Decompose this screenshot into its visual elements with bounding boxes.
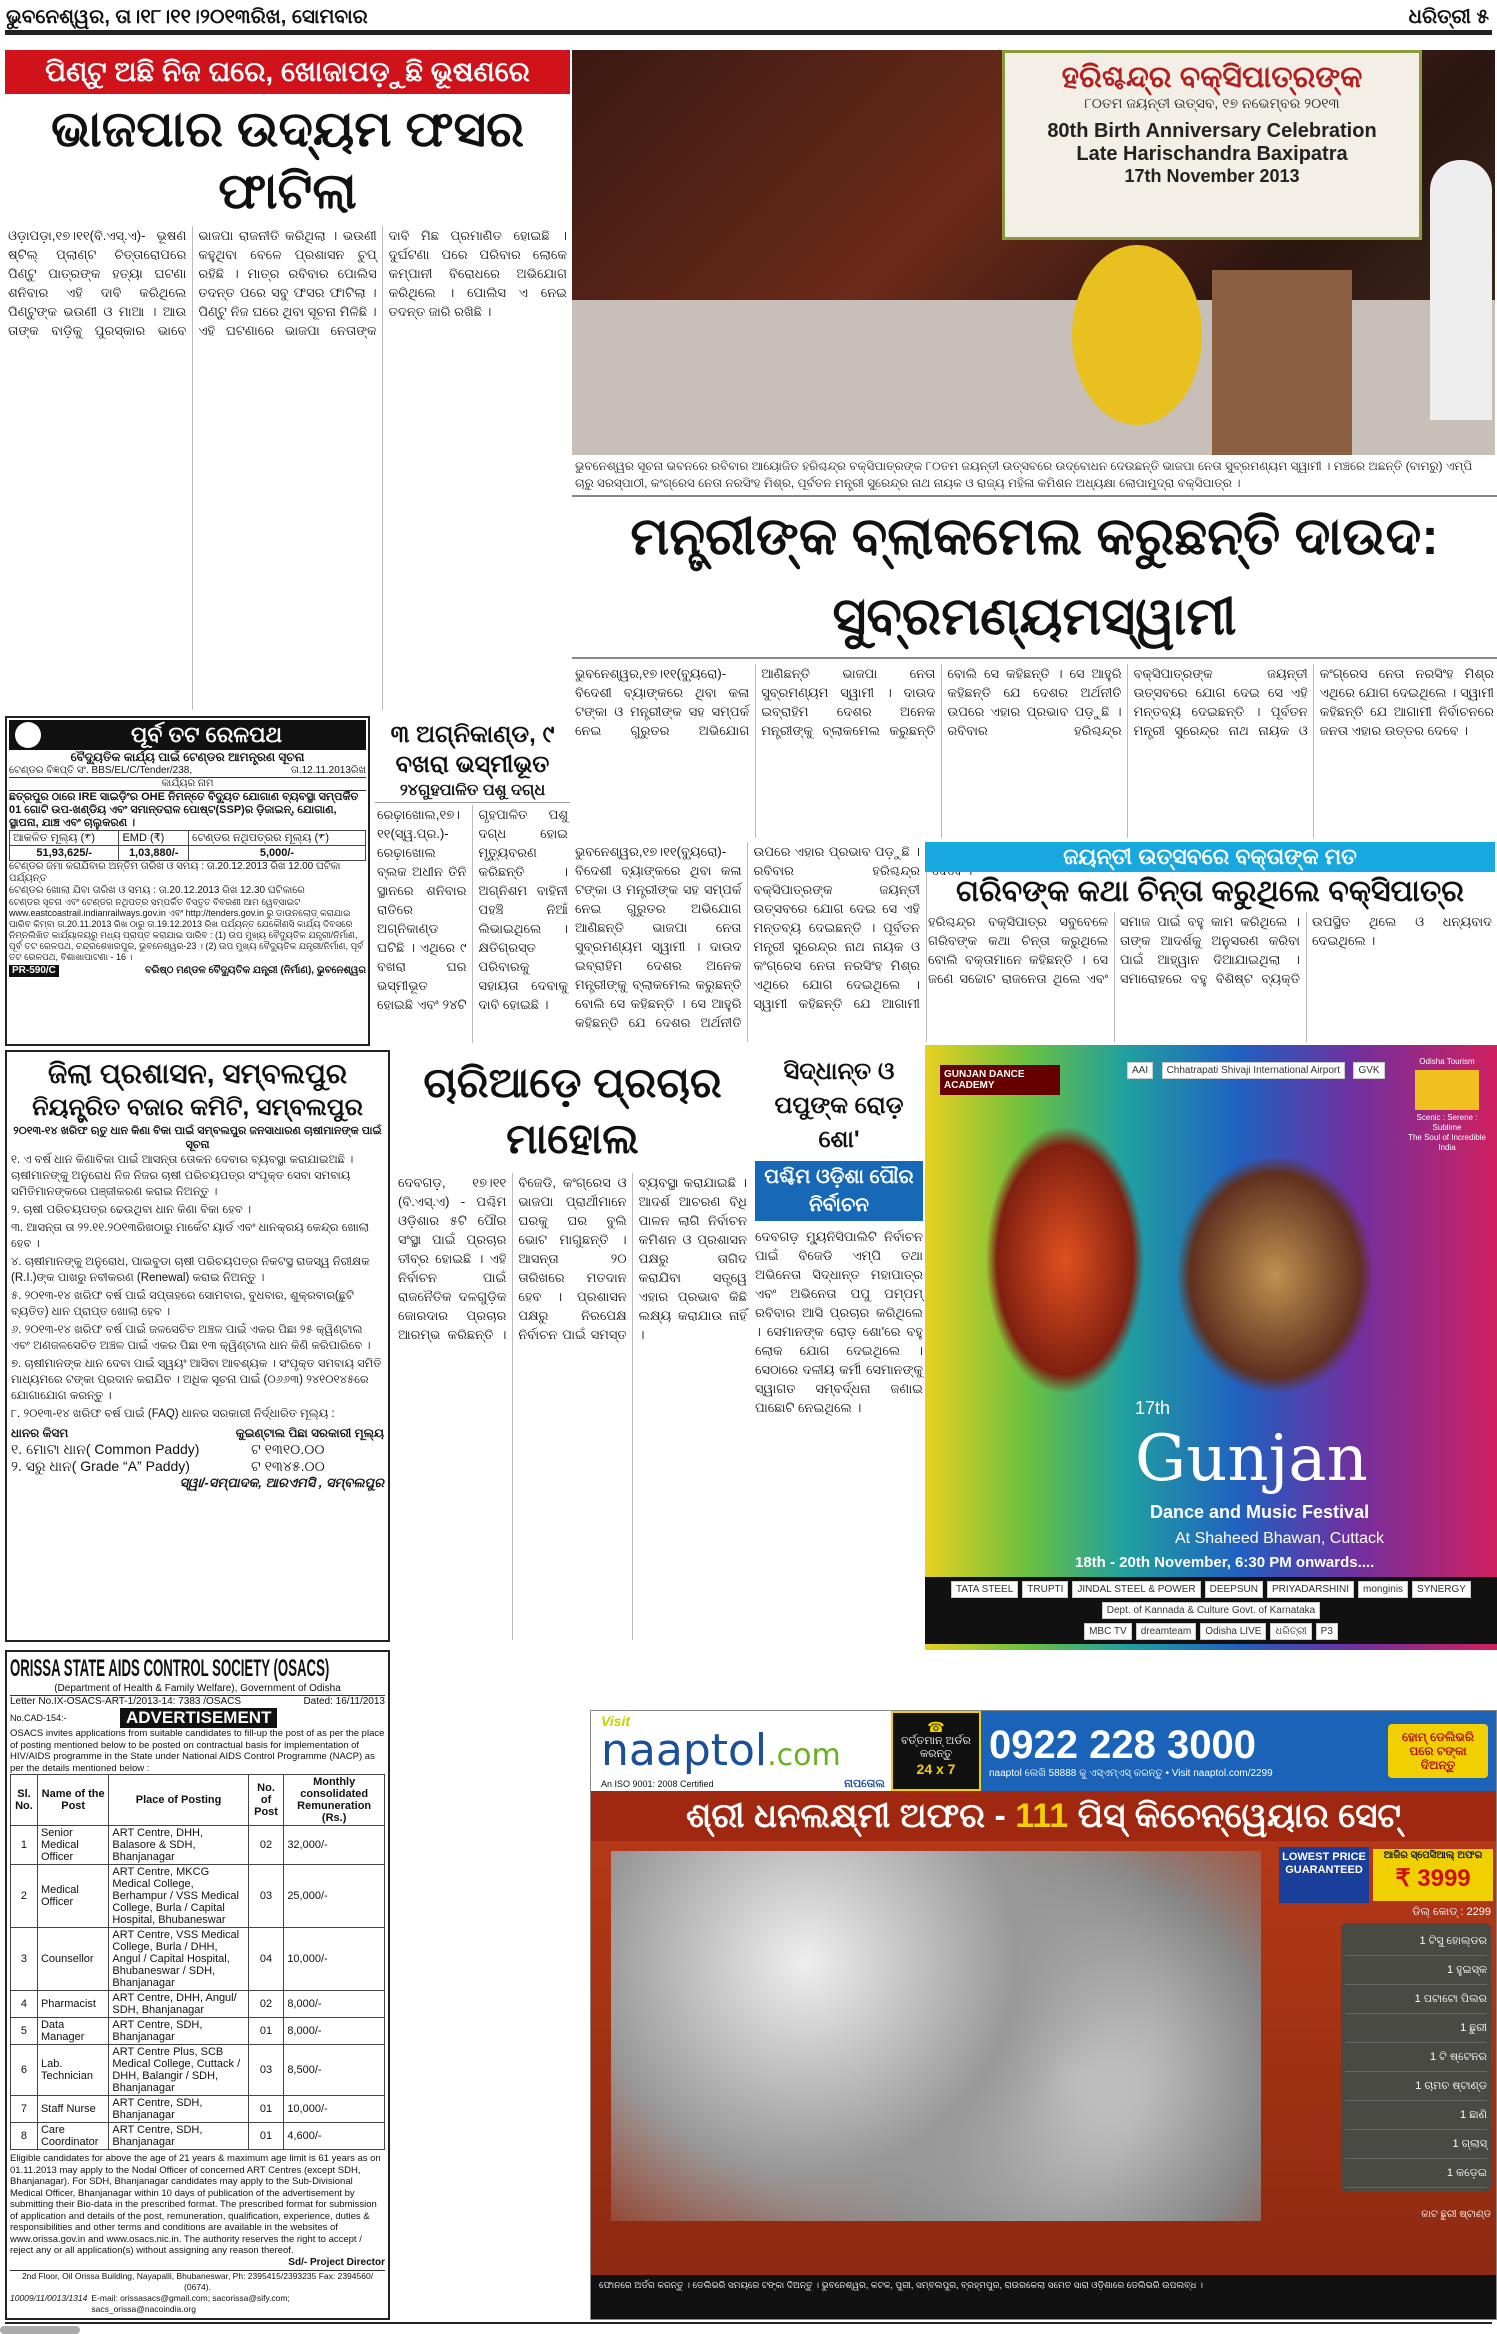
included-item: 1 ଛାଣି <box>1345 2101 1487 2130</box>
table-cell: 01 <box>248 2096 284 2123</box>
tender-details: ଟେଣ୍ଡର ସୂଚନା ଏବଂ ଟେଣ୍ଡର ନଥିପତ୍ର ସମ୍ପର୍କିତ ବିସ୍ତୃତ ବିବରଣୀ ଆମ ୱେବ୍‌ସାଇଟ www.eastcoastrail.indianrailways.gov.in ଏବଂ http://tenders.gov.in ରୁ ଡାଉନଲୋଡ୍ କରାଯାଇ ପାରିବ କିମ୍ବା ତା.20.11.2013 ରିଖ ଠାରୁ ତା.19.12.2013 ରିଖ ପର୍ଯ୍ୟନ୍ତ ଯେକୌଣସି କାର୍ଯ୍ୟ ଦିବସରେ ନିମ୍ନଲିଖିତ କାର୍ଯ୍ୟାଳୟରୁ ମଧ୍ୟ ପ୍ରାପ୍ତ କରାଯାଇ ପାରିବ : (1) ଉପ ମୁଖ୍ୟ ବୈଦ୍ୟୁତିକ ଯନ୍ତ୍ରୀ/ନିର୍ମାଣ, ପୂର୍ବ ତଟ ରେଳପଥ, ଚନ୍ଦ୍ରଶେଖରପୁର, ଭୁବନେଶ୍ୱର-23 । (2) ଉପ ମୁଖ୍ୟ ବୈଦ୍ୟୁତିକ ଯନ୍ତ୍ରୀ/ନିର୍ମାଣ, ପୂର୍ବ ତଟ ରେଳପଥ, ବିଶାଖାପାଟଣା - 16 । <box>9 897 364 962</box>
table-cell: 04 <box>248 1928 284 1991</box>
osacs-email: E-mail: orissasacs@gmail.com; sacorissa@sify.com; sacs_orissa@nacoindia.org <box>91 2293 290 2314</box>
story2-body-cont: ଭୁବନେଶ୍ୱର,୧୭।୧୧(ବ୍ୟୁରୋ)- ବିଦେଶୀ ବ୍ୟାଙ୍କରେ ଥିବା କଳା ଟଙ୍କା ଓ ମନ୍ତ୍ରୀଙ୍କ ସହ ସମ୍ପର୍କ ନେଇ ଗୁରୁତର ଅଭିଯୋଗ ଆଣିଛନ୍ତି ଭାଜପା ନେତା ସୁବ୍ରମଣ୍ୟମ ସ୍ୱାମୀ । ଦାଉଦ ଇବ୍ରାହିମ ଦେଶର ଅନେକ ମନ୍ତ୍ରୀଙ୍କୁ ବ୍ଲାକମେଲ କରୁଛନ୍ତି ବୋଲି ସେ କହିଛନ୍ତି । ସେ ଆହୁରି କହିଛନ୍ତି ଯେ ଦେଶର ଅର୍ଥନୀତି ଉପରେ ଏହାର ପ୍ରଭାବ ପଡ଼ୁଛି । ରବିବାର ହରିଶ୍ଚନ୍ଦ୍ର ବକ୍ସିପାତ୍ରଙ୍କ ଜୟନ୍ତୀ ଉତ୍ସବରେ ଯୋଗ ଦେଇ ସେ ଏହି ମନ୍ତବ୍ୟ ଦେଇଛନ୍ତି । ପୂର୍ବତନ ମନ୍ତ୍ରୀ ସୁରେନ୍ଦ୍ର ନାଥ ନାୟକ ଓ କଂଗ୍ରେସ ନେତା ନରସିଂହ ମିଶ୍ର ଏଥିରେ ଯୋଗ ଦେଇଥିଲେ । ସ୍ୱାମୀ କହିଛନ୍ତି ଯେ ଆଗାମୀ <box>575 844 920 1030</box>
photo-caption: ଭୁବନେଶ୍ୱର ସୂଚନା ଭବନରେ ରବିବାର ଆୟୋଜିତ ହରିଶ୍ଚନ୍ଦ୍ର ବକ୍ସିପାତ୍ରଙ୍କ ୮୦ତମ ଜୟନ୍ତୀ ଉତ୍ସବରେ ଉଦ୍‌ବୋଧନ ଦେଉଛନ୍ତି ଭାଜପା ନେତା ସୁବ୍ରମଣ୍ୟମ ସ୍ୱାମୀ । ମଞ୍ଚରେ ଅଛନ୍ତି (ବାମରୁ) ଏମ୍‌ପି ଚାରୁ ସରସ୍‌ପାଠୀ, କଂଗ୍ରେସ ନେତା ନରସିଂହ ମିଶ୍ର, ପୂର୍ବତନ ମନ୍ତ୍ରୀ ସୁରେନ୍ଦ୍ର ନାଥ ନାୟକ ଓ ରାଜ୍ୟ ମହିଳା କମିଶନ ଅଧ୍ୟକ୍ଷା ଲୋପାମୁଦ୍ରା ବକ୍ସିପାତ୍ର । <box>575 459 1473 490</box>
col-place: Place of Posting <box>109 1775 248 1826</box>
sponsor-logo: PRIYADARSHINI <box>1267 1581 1354 1598</box>
table-cell: Pharmacist <box>37 1991 108 2018</box>
table-cell: 10,000/- <box>284 1928 385 1991</box>
story2-headline: ମନ୍ତ୍ରୀଙ୍କ ବ୍ଲାକମେଲ କରୁଛନ୍ତି ଦାଉଦ: ସୁବ୍ରମଣ୍ୟମସ୍ୱାମୀ <box>572 495 1497 659</box>
dancer-figure <box>985 1125 1145 1395</box>
offer-price: ₹ 3999 <box>1395 1865 1471 1892</box>
media-logo: dreamteam <box>1136 1623 1197 1640</box>
banner-en2: Late Harischandra Baxipatra <box>1076 143 1348 165</box>
table-cell: 8,000/- <box>284 1991 385 2018</box>
table-cell: 32,000/- <box>284 1826 385 1865</box>
table-cell: Lab. Technician <box>37 2045 108 2096</box>
table-cell: Data Manager <box>37 2018 108 2045</box>
letter-number: Letter No.IX-OSACS-ART-1/2013-14: 7383 /OSACS <box>10 1696 242 1707</box>
included-item: 1 ଛୁରୀ <box>1345 2014 1487 2043</box>
table-cell: 4,600/- <box>284 2123 385 2150</box>
naaptol-header <box>591 1711 1496 1791</box>
footer-rule <box>5 2322 1492 2324</box>
header-rule <box>5 30 1492 35</box>
visit-label: Visit <box>601 1712 631 1729</box>
osacs-intro: OSACS invites applications from suitable candidates to fill-up the post of as per the place of posting mentioned below to be posted on contractual basis for implementation of HIV/AIDS programme in the State under National AIDS Control Programme (NACP) as per the details mentioned below : <box>10 1728 385 1774</box>
tender-value-table <box>9 830 366 861</box>
included-item: 1 ପଟାଟୋ ପିଲର <box>1345 1985 1487 2014</box>
included-item: 1 କଡ଼େଇ <box>1345 2159 1487 2188</box>
story5-sub-headline: ସିଦ୍ଧାନ୍ତ ଓ ପପୁଙ୍କ ରୋଡ଼ ଶୋ' <box>774 1058 904 1153</box>
table-cell: 6 <box>11 2045 38 2096</box>
table-row <box>11 1991 385 2018</box>
iso-label: An ISO 9001: 2008 Certified <box>601 1778 714 1789</box>
story3-headline: ୩ ଅଗ୍ନିକାଣ୍ଡ, ୯ ବଖରା ଭସ୍ମୀଭୂତ <box>390 721 555 778</box>
table-cell: ART Centre, VSS Medical College, Burla / DHH, Angul / Capital Hospital, Bhubaneswar / SDH, Bhanjanagar <box>109 1928 248 1991</box>
offer-count: 111 <box>1015 1797 1069 1835</box>
included-item: 1 ହୁଇସ୍କ <box>1345 1956 1487 1985</box>
table-cell: 8 <box>11 2123 38 2150</box>
notice-item: ୨. ଚାଷୀ ପରିଚୟପତ୍ର ଢେଉଥିବା ଧାନ କିଣା ବିକା ହେବ । <box>11 1204 252 1216</box>
academy-logo: GUNJAN DANCE ACADEMY <box>940 1065 1060 1095</box>
table-cell: Care Coordinator <box>37 2123 108 2150</box>
work-label: କାର୍ଯ୍ୟର ନାମ <box>9 777 366 791</box>
dancer-portrait <box>1175 1155 1375 1395</box>
table-cell: 5 <box>11 2018 38 2045</box>
included-items <box>1341 1923 1491 2192</box>
table-cell: ART Centre, SDH, Bhanjanagar <box>109 2123 248 2150</box>
table-row <box>11 2045 385 2096</box>
table-cell: 01 <box>248 2123 284 2150</box>
price-head-value: କୁଇଣ୍ଟାଲ ପିଛା ସରକାରୀ ମୂଲ୍ୟ <box>235 1426 384 1440</box>
col-doc-cost: ଟେଣ୍ଡର ନଥିପତ୍ରର ମୂଲ୍ୟ (₹) <box>188 831 365 846</box>
call-box <box>891 1711 981 1791</box>
notice-item: ୩. ଆସନ୍ତା ତା ୨୨.୧୧.୨୦୧୩ରିଖଠାରୁ ମାର୍କେଟ ୟାର୍ଡ ଏବଂ ଧାନକ୍ରୟ କେନ୍ଦ୍ର ଖୋଲା ହେବ । <box>11 1222 369 1250</box>
gunjan-festival-ad <box>925 1045 1497 1650</box>
tender-date: ତା.12.11.2013ରିଖ <box>290 765 366 776</box>
table-cell: 2 <box>11 1865 38 1928</box>
deadline-submit: ଟେଣ୍ଡର ଜମା କରାଯିବାର ଅନ୍ତିମ ତାରିଖ ଓ ସମୟ : ତା.20.12.2013 ରିଖ 12.00 ଘଟିକା ପର୍ଯ୍ୟନ୍ତ <box>9 861 341 884</box>
letter-date: Dated: 16/11/2013 <box>303 1696 385 1707</box>
box-headline: ଗରିବଙ୍କ କଥା ଚିନ୍ତା କରୁଥିଲେ ବକ୍ସିପାତ୍ର <box>956 875 1464 908</box>
included-item: 1 ଗ୍ଲାସ୍ <box>1345 2130 1487 2159</box>
col-sl: Sl. No. <box>11 1775 38 1826</box>
notice-sub: ୨୦୧୩-୧୪ ଖରିଫ ଋତୁ ଧାନ କିଣା ବିକା ପାଇଁ ସମ୍ବଲପୁର ଜନସାଧାରଣ ଚାଷୀମାନଙ୍କ ପାଇଁ ସୂଚନା <box>13 1125 382 1151</box>
table-cell: ART Centre, DHH, Angul/ SDH, Bhanjanagar <box>109 1991 248 2018</box>
table-cell: 8,500/- <box>284 2045 385 2096</box>
banner-en1: 80th Birth Anniversary Celebration <box>1047 120 1377 142</box>
price-grade-a: ଟ ୧୩୪୫.୦୦ <box>251 1458 325 1474</box>
included-item: 1 ଟିସୁ ହୋଲ୍ଡର <box>1345 1927 1487 1956</box>
sponsor-logo: TRUPTI <box>1022 1581 1068 1598</box>
dateline: ଭୁବନେଶ୍ୱର, ତା।୧୮।୧୧।୨୦୧୩ରିଖ, ସୋମବାର <box>6 6 368 28</box>
story2-box <box>925 842 1495 1042</box>
brand-suffix: .com <box>767 1737 841 1773</box>
railway-logo-icon <box>15 722 41 748</box>
table-cell: 03 <box>248 1865 284 1928</box>
table-cell: 3 <box>11 1928 38 1991</box>
phone-band <box>981 1711 1496 1791</box>
price-head-type: ଧାନର କିସମ <box>11 1426 69 1440</box>
story5-sub-body: ଦେବଗଡ଼ ମ୍ୟୁନିସିପାଲିଟି ନିର୍ବାଚନ ପାଇଁ ବିଜେଡି ଏମ୍‌ପି ତଥା ଅଭିନେତା ସିଦ୍ଧାନ୍ତ ମହାପାତ୍ର ଏବଂ ଅଭିନେତା ପପୁ ପମ୍‌ପମ୍ ରବିବାର ଆସି ପ୍ରଚାର କରିଥିଲେ । ସେମାନଙ୍କ ରୋଡ଼ ଶୋ'ରେ ବହୁ ଲୋକ ଯୋଗ ଦେଇଥିଲେ । ସେଠାରେ ଦଳୀୟ କର୍ମୀ ସେମାନଙ୍କୁ ସ୍ୱାଗତ ସମ୍ବର୍ଦ୍ଧନା ଜଣାଇ ପାଛୋଟି ନେଇଥିଲେ । <box>755 1229 923 1415</box>
story1 <box>5 50 570 710</box>
brand-name: naaptol <box>601 1724 768 1776</box>
table-cell: Counsellor <box>37 1928 108 1991</box>
festival-dates: 18th - 20th November, 6:30 PM onwards.... <box>1075 1554 1375 1571</box>
price-type-common: ୧. ମୋଟା ଧାନ( Common Paddy) <box>11 1441 200 1457</box>
kitchenware-image <box>611 1851 1261 2221</box>
media-logo: MBC TV <box>1084 1623 1132 1640</box>
top-sponsor-logos <box>1125 1060 1395 1081</box>
box-kicker: ଜୟନ୍ତୀ ଉତ୍ସବରେ ବକ୍ତାଙ୍କ ମତ <box>925 842 1495 872</box>
price-box <box>1373 1849 1493 1901</box>
notice-title: ଜିଲା ପ୍ରଶାସନ, ସମ୍ବଲପୁର <box>47 1058 348 1089</box>
story3 <box>375 720 570 1045</box>
railway-subtitle: ବୈଦ୍ୟୁତିକ କାର୍ଯ୍ୟ ପାଇଁ ଟେଣ୍ଡର ଆମନ୍ତ୍ରଣ ସୂଚନା <box>70 750 305 764</box>
col-count: No. of Post <box>248 1775 284 1826</box>
notice-item: ୧. ଏ ବର୍ଷ ଧାନ କିଣାବିକା ପାଇଁ ଆସନ୍ତା ତୋକନ ଦେବାର ବ୍ୟବସ୍ଥା କରାଯାଇଅଛି । ଚାଷୀମାନଙ୍କୁ ଅନୁରୋଧ ନିଜ ନିଜର ଚାଷୀ ପରିଚୟପତ୍ର ସଂପୃକ୍ତ ସେବା ସମବାୟ ସମିତିମାନଙ୍କରେ ପଞ୍ଜୀକରଣ କରାଇ ନିଅନ୍ତୁ । <box>11 1154 354 1198</box>
knife-stand-label: କାଟ ଛୁରୀ ଷ୍ଟାଣ୍ଡ <box>1421 2209 1491 2220</box>
podium <box>1212 270 1352 455</box>
media-logo: P3 <box>1316 1623 1338 1640</box>
sponsor-logo: TATA STEEL <box>951 1581 1018 1598</box>
sponsor-logo: Dept. of Kannada & Culture Govt. of Karnataka <box>1102 1602 1320 1619</box>
naaptol-footer: ଫୋନରେ ଅର୍ଡର କରନ୍ତୁ । ଡେଲିଭରି ସମୟରେ ଟଙ୍କା ଦିଅନ୍ତୁ । ଭୁବନେଶ୍ୱର, କଟକ, ପୁରୀ, ସମ୍ବଲପୁର, ବ୍ରହ୍ମପୁର, ରାଉରକେଲା ସମେତ ସାରା ଓଡ଼ିଶାରେ ଡେଲିଭରି ଉପଲବ୍ଧ । <box>591 2275 1496 2319</box>
table-cell: 25,000/- <box>284 1865 385 1928</box>
notice-item: ୮. ୨୦୧୩-୧୪ ଖରିଫ ବର୍ଷ ପାଇଁ (FAQ) ଧାନର ସରକାରୀ ନିର୍ଦ୍ଧାରିତ ମୂଲ୍ୟ : <box>11 1408 335 1420</box>
offer-title <box>591 1791 1496 1841</box>
ad-code: PR-590/C <box>9 965 59 977</box>
table-row <box>11 1928 385 1991</box>
photo-banner <box>1002 50 1422 240</box>
odisha-tourism-logo <box>1405 1057 1489 1153</box>
table-row <box>11 2018 385 2045</box>
election-box: ପଶ୍ଚିମ ଓଡ଼ିଶା ପୌର ନିର୍ବାଚନ <box>755 1161 923 1221</box>
table-row <box>11 2096 385 2123</box>
included-item: 1 ଟି ଷ୍ଟେନର <box>1345 2043 1487 2072</box>
osacs-advertisement <box>5 1650 390 2320</box>
col-emd: EMD (₹) <box>119 831 188 846</box>
osacs-dept: (Department of Health & Family Welfare), Government of Odisha <box>54 1683 341 1694</box>
deal-code: ଡିଲ୍ କୋଡ୍ : 2299 <box>1412 1906 1491 1918</box>
festival-title: Gunjan <box>1135 1422 1368 1496</box>
eligibility-note: Eligible candidates for above the age of 21 years & maximum age limit is 61 years as on 01.11.2013 may apply to the Nodal Officer of concerned ART Centres (except SDH, Bhanjanagar). For SDH, Bhanjanagar candidates may apply to the Sub-Divisional Medical Officer, Bhanjanagar within 10 days of publication of the advertisement by submitting their Bio-data in the prescribed format. The prescribed format for submission of application and details of the post, remuneration, qualification, experience, duties & responsibilities and other terms and conditions are available in the websites of www.orissa.gov.in and www.osacs.nic.in. The authority reserves the right to accept / reject any or all application(s) without assigning any reason thereof. <box>10 2153 381 2256</box>
val-cost: 51,93,625/- <box>10 846 119 861</box>
story5 <box>395 1055 750 1640</box>
table-row <box>11 1865 385 1928</box>
railway-tender-ad <box>5 716 370 1046</box>
box-body: ହରିଶ୍ଚନ୍ଦ୍ର ବକ୍ସିପାତ୍ର ସବୁବେଳେ ଗରିବଙ୍କ କଥା ଚିନ୍ତା କରୁଥିଲେ ବୋଲି ବକ୍ତାମାନେ କହିଛନ୍ତି । ସେ ଜଣେ ସଚ୍ଚୋଟ ରାଜନେତା ଥିଲେ ଏବଂ ସମାଜ ପାଇଁ ବହୁ କାମ କରିଥିଲେ । ତାଙ୍କ ଆଦର୍ଶକୁ ଅନୁସରଣ କରିବା ପାଇଁ ଆହ୍ୱାନ ଦିଆଯାଇଥିଲା । ସମାରୋହରେ ବହୁ ବିଶିଷ୍ଟ ବ୍ୟକ୍ତି ଉପସ୍ଥିତ ଥିଲେ ଓ ଧନ୍ୟବାଦ ଦେଇଥିଲେ । <box>928 914 1492 986</box>
tourism-tag: Scenic : Serene : Sublime <box>1416 1113 1478 1132</box>
price-type-grade-a: ୨. ସରୁ ଧାନ( Grade “A” Paddy) <box>11 1458 190 1474</box>
osacs-address: 2nd Floor, Oil Orissa Building, Nayapalli, Bhubaneswar, Ph: 2395415/2393235 Fax: 2394560/ (0674). <box>10 2270 385 2293</box>
notice-item: ୭. ଚାଷୀମାନଙ୍କ ଧାନ ଦେବା ପାଇଁ ସ୍ୱୟଂ ଆସିବା ଆବଶ୍ୟକ । ସଂପୃକ୍ତ ସମବାୟ ସମିତି ମାଧ୍ୟମରେ ଟଙ୍କା ପ୍ରଦାନ କରାଯିବ । ଅଧିକ ସୂଚନା ପାଇଁ (୦୬୬୩) ୨୪୧୦୧୪୫ରେ ଯୋଗାଯୋଗ କରନ୍ତୁ । <box>11 1358 382 1402</box>
osacs-code: 10009/11/0013/1314 <box>10 2293 88 2303</box>
osacs-title: ORISSA STATE AIDS CONTROL SOCIETY (OSACS) <box>10 1655 330 1682</box>
railway-title-bar <box>9 720 366 750</box>
tourism-tag2: The Soul of Incredible India <box>1408 1133 1486 1152</box>
railway-footer: ବରିଷ୍ଠ ମଣ୍ଡଳ ବୈଦ୍ୟୁତିକ ଯନ୍ତ୍ରୀ (ନିର୍ମାଣ), ଭୁବନେଶ୍ୱର <box>144 965 366 976</box>
odia-brand: ନାପତୋଲ <box>844 1777 885 1790</box>
phone-icon: ☎ <box>927 1719 945 1735</box>
advertisement-badge: ADVERTISEMENT <box>120 1708 277 1728</box>
media-logo: ଧରିତ୍ରୀ <box>1270 1623 1311 1640</box>
story1-headline: ଭାଜପାର ଉଦ୍ୟମ ଫସର ଫାଟିଲା <box>51 101 524 219</box>
signer: Sd/- Project Director <box>288 2256 385 2268</box>
scrollbar-thumb[interactable] <box>0 2326 80 2334</box>
tourism-name: Odisha Tourism <box>1419 1057 1475 1066</box>
cod-badge: ହୋମ୍ ଡେଲିଭରି ପରେ ଟଙ୍କା ଦିଅନ୍ତୁ <box>1388 1724 1488 1778</box>
table-cell: 1 <box>11 1826 38 1865</box>
table-cell: 03 <box>248 2045 284 2096</box>
table-cell: Senior Medical Officer <box>37 1826 108 1865</box>
sms-info: naaptol ଲେଖି 58888 କୁ ଏସ୍‌ଏମ୍‌ଏସ୍ କରନ୍ତୁ • Visit naaptol.com/2299 <box>989 1768 1273 1779</box>
cad-number: No.CAD-154:- <box>10 1713 67 1723</box>
offer-suffix: ପିସ୍ କିଚେନ୍‌ୱେୟାର ସେଟ୍ <box>1068 1797 1401 1835</box>
col-cost: ଆକଳିତ ମୂଲ୍ୟ (₹) <box>10 831 119 846</box>
story5-headline: ଚାରିଆଡ଼େ ପ୍ରଚାର ମାହୋଲ <box>423 1059 722 1162</box>
lowest-price-badge: LOWEST PRICE GUARANTEED <box>1279 1847 1369 1903</box>
event-photo <box>572 50 1495 455</box>
page-number: ଧରିତ୍ରୀ ୫ <box>1408 6 1489 28</box>
hours: 24 x 7 <box>916 1761 956 1777</box>
table-cell: ART Centre, SDH, Bhanjanagar <box>109 2096 248 2123</box>
table-cell: ART Centre, DHH, Balasore & SDH, Bhanjanagar <box>109 1826 248 1865</box>
notice-item: ୬. ୨୦୧୩-୧୪ ଖରିଫ ବର୍ଷ ପାଇଁ ଜଳସେଚିତ ଅଞ୍ଚଳ ପାଇଁ ଏକର ପିଛା ୨୫ କ୍ୱିଣ୍ଟାଲ ଏବଂ ଅଣଜଳସେଚିତ ଅଞ୍ଚଳ ପାଇଁ ଏକର ପିଛା ୧୩ କ୍ୱିଣ୍ଟାଲ ଧାନ କିଣି କରିପାରିବେ । <box>11 1324 371 1352</box>
story1-kicker: ପିଣ୍ଟୁ ଅଛି ନିଜ ଘରେ, ଖୋଜାପଡ଼ୁଛି ଭୂଷଣରେ <box>5 50 570 94</box>
table-cell: 4 <box>11 1991 38 2018</box>
table-cell: 01 <box>248 2018 284 2045</box>
offer-content <box>591 1841 1496 2319</box>
festival-venue: At Shaheed Bhawan, Cuttack <box>1175 1530 1385 1547</box>
val-doc-cost: 5,000/- <box>188 846 365 861</box>
story5-body: ଦେବଗଡ଼, ୧୭।୧୧ (ବି.ଏସ୍.ଏ) - ପଶ୍ଚିମ ଓଡ଼ିଶାର ୫ଟି ପୌର ସଂସ୍ଥା ପାଇଁ ପ୍ରଚାର ତୀବ୍ର ହୋଇଛି । ଏହି ନିର୍ବାଚନ ପାଇଁ ରାଜନୈତିକ ଦଳଗୁଡ଼ିକ ଜୋରଦାର ପ୍ରଚାର ଆରମ୍ଭ କରିଛନ୍ତି । ବିଜେଡି, କଂଗ୍ରେସ ଓ ଭାଜପା ପ୍ରାର୍ଥୀମାନେ ଘରକୁ ଘର ବୁଲି ଭୋଟ ମାଗୁଛନ୍ତି । ଆସନ୍ତା ୨୦ ତାରିଖରେ ମତଦାନ ହେବ । ପ୍ରଶାସନ ପକ୍ଷରୁ ନିରପେକ୍ଷ ନିର୍ବାଚନ ପାଇଁ ସମସ୍ତ ବ୍ୟବସ୍ଥା କରାଯାଇଛି । ଆଦର୍ଶ ଆଚରଣ ବିଧି ପାଳନ ଲାଗି ନିର୍ବାଚନ କମିଶନ ଓ ପ୍ରଶାସନ ପକ୍ଷରୁ ତାଗିଦ କରାଯିବା ସତ୍ତ୍ୱେ ଏହାର ପ୍ରଭାବ କିଛି ଲକ୍ଷ୍ୟ କରାଯାଉ ନାହିଁ । <box>398 1175 747 1342</box>
festival-edition: 17th <box>1135 1398 1171 1418</box>
deadline-open: ଟେଣ୍ଡର ଖୋଲା ଯିବା ତାରିଖ ଓ ସମୟ : ତା.20.12.2013 ରିଖ 12.30 ଘଟିକାରେ <box>9 885 305 896</box>
table-cell: 02 <box>248 1991 284 2018</box>
table-cell: ART Centre Plus, SCB Medical College, Cuttack / DHH, Balangir / SDH, Bhanjanagar <box>109 2045 248 2096</box>
price-common: ଟ ୧୩୧୦.୦୦ <box>251 1441 325 1457</box>
table-cell: Staff Nurse <box>37 2096 108 2123</box>
table-cell: Medical Officer <box>37 1865 108 1928</box>
notice-title2: ନିୟନ୍ତ୍ରିତ ବଜାର କମିଟି, ସମ୍ବଲପୁର <box>32 1094 363 1121</box>
notice-items <box>11 1152 384 1422</box>
railway-title: ପୂର୍ବ ତଟ ରେଳପଥ <box>130 722 283 747</box>
notice-item: ୫. ୨୦୧୩-୧୪ ଖରିଫ ବର୍ଷ ପାଇଁ ସପ୍ତାହରେ ସୋମବାର, ବୁଧବାର, ଶୁକ୍ରବାର(ଛୁଟି ବ୍ୟତିତ) ଧାନ ପ୍ରାପ୍ତ ଖୋଲା ହେବ । <box>11 1290 355 1318</box>
banner-title: ହରିଶ୍ଚନ୍ଦ୍ର ବକ୍ସିପାତ୍ରଙ୍କ <box>1061 61 1363 94</box>
naaptol-logo <box>591 1711 891 1791</box>
banner-en3: 17th November 2013 <box>1124 166 1300 186</box>
tourism-emblem <box>1415 1070 1479 1110</box>
col-remuneration: Monthly consolidated Remuneration (Rs.) <box>284 1775 385 1826</box>
csia-logo: Chhatrapati Shivaji International Airport <box>1162 1062 1345 1079</box>
special-label: ଆଜିର ସ୍ପେସିଆଲ୍ ଅଫର <box>1383 1850 1483 1861</box>
table-row <box>11 1826 385 1865</box>
festival-subtitle: Dance and Music Festival <box>1150 1502 1370 1522</box>
sponsor-logo: DEEPSUN <box>1205 1581 1263 1598</box>
flower-bouquet <box>1072 245 1202 425</box>
story2 <box>572 458 1497 838</box>
tender-number: ଟେଣ୍ଡର ବିଜ୍ଞପ୍ତି ସଂ. BBS/EL/C/Tender/238, <box>9 765 193 776</box>
naaptol-ad <box>590 1710 1497 2320</box>
included-item: 1 ଚାମଚ ଷ୍ଟାଣ୍ଡ <box>1345 2072 1487 2101</box>
notice-signature: ସ୍ୱା/-ସମ୍ପାଦକ, ଆରଏମସି , ସମ୍ବଲପୁର <box>179 1475 384 1490</box>
speaker <box>1430 160 1492 420</box>
story1-body: ଓଡ଼ାପଡ଼ା,୧୭।୧୧(ବି.ଏସ୍.ଏ)- ଭୂଷଣ ଷ୍ଟିଲ୍ ପ୍ଲାଣ୍ଟ ଚିତ୍ତାରୋପରେ ପିଣ୍ଟୁ ପାତ୍ରଙ୍କ ହତ୍ୟା ଘଟଣା ଶନିବାର ଏହି ଦାବି କରିଥିଲେ ପିଣ୍ଟୁଙ୍କ ଭଉଣୀ ଓ ମାଆ । ଆଉ ତାଙ୍କ ବାଡ଼ିକୁ ପୁରସ୍କାର ଭାବେ ଭାଜପା ରାଜନୀତି କରିଥିଲା । ଭଉଣୀ କହୁଥିବା ବେଳେ ପ୍ରଶାସନ ଚୁପ୍ ରହିଛି । ମାତ୍ର ରବିବାର ପୋଲିସ ତଦନ୍ତ ପରେ ସବୁ ଫସର ଫାଟିଲା । ପିଣ୍ଟୁ ନିଜ ଘରେ ଥିବା ସୂଚନା ମିଳିଛି । ଏହି ଘଟଣାରେ ଭାଜପା ନେତାଙ୍କ ଦାବି ମିଛ ପ୍ରମାଣିତ ହୋଇଛି । ଦୁର୍ଘଟଣା ପରେ ପରିବାର ଲୋକେ କମ୍ପାନୀ ବିରୋଧରେ ଅଭିଯୋଗ କରିଥିଲେ । ପୋଲିସ ଏ ନେଇ ତଦନ୍ତ ଜାରି ରଖିଛି । <box>8 228 567 338</box>
table-cell: ART Centre, MKCG Medical College, Berhampur / VSS Medical College, Burla / Capital Hospital, Bhubaneswar <box>109 1865 248 1928</box>
sponsor-logo: SYNERGY <box>1412 1581 1471 1598</box>
story3-body: ରେଢ଼ାଖୋଲ,୧୭।୧୧(ସ୍ୱ.ପ୍ର.)- ରେଢ଼ାଖୋଲ ବ୍ଲକ ଅଧୀନ ତିନି ସ୍ଥାନରେ ଶନିବାର ରାତିରେ ଅଗ୍ନିକାଣ୍ଡ ଘଟିଛି । ଏଥିରେ ୯ ବଖରା ଘର ଭସ୍ମୀଭୂତ ହୋଇଛି ଏବଂ ୨୪ଟି ଗୃହପାଳିତ ପଶୁ ଦଗ୍ଧ ହୋଇ ମୃତ୍ୟୁବରଣ କରିଛନ୍ତି । ଅଗ୍ନିଶମ ବାହିନୀ ପହଞ୍ଚି ନିଆଁ ଲିଭାଇଥିଲେ । କ୍ଷତିଗ୍ରସ୍ତ ପରିବାରକୁ ସହାୟତା ଦେବାକୁ ଦାବି ହୋଇଛି । <box>377 807 568 1012</box>
table-row <box>11 2123 385 2150</box>
sambalpur-notice <box>5 1050 390 1642</box>
stage-table <box>572 300 1495 455</box>
call-label: ବର୍ତ୍ତମାନ୍ ଅର୍ଡର କରନ୍ତୁ <box>901 1735 971 1760</box>
gvk-logo: GVK <box>1353 1062 1384 1079</box>
col-post: Name of the Post <box>37 1775 108 1826</box>
val-emd: 1,03,880/- <box>119 846 188 861</box>
bottom-sponsors <box>925 1577 1497 1644</box>
media-logo: Odisha LIVE <box>1200 1623 1266 1640</box>
table-cell: 7 <box>11 2096 38 2123</box>
sponsor-logo: monginis <box>1358 1581 1408 1598</box>
table-cell: 10,000/- <box>284 2096 385 2123</box>
table-cell: 02 <box>248 1826 284 1865</box>
story2-body: ଭୁବନେଶ୍ୱର,୧୭।୧୧(ବ୍ୟୁରୋ)- ବିଦେଶୀ ବ୍ୟାଙ୍କରେ ଥିବା କଳା ଟଙ୍କା ଓ ମନ୍ତ୍ରୀଙ୍କ ସହ ସମ୍ପର୍କ ନେଇ ଗୁରୁତର ଅଭିଯୋଗ ଆଣିଛନ୍ତି ଭାଜପା ନେତା ସୁବ୍ରମଣ୍ୟମ ସ୍ୱାମୀ । ଦାଉଦ ଇବ୍ରାହିମ ଦେଶର ଅନେକ ମନ୍ତ୍ରୀଙ୍କୁ ବ୍ଲାକମେଲ କରୁଛନ୍ତି ବୋଲି ସେ କହିଛନ୍ତି । ସେ ଆହୁରି କହିଛନ୍ତି ଯେ ଦେଶର ଅର୍ଥନୀତି ଉପରେ ଏହାର ପ୍ରଭାବ ପଡ଼ୁଛି । ରବିବାର ହରିଶ୍ଚନ୍ଦ୍ର ବକ୍ସିପାତ୍ରଙ୍କ ଜୟନ୍ତୀ ଉତ୍ସବରେ ଯୋଗ ଦେଇ ସେ ଏହି ମନ୍ତବ୍ୟ ଦେଇଛନ୍ତି । ପୂର୍ବତନ ମନ୍ତ୍ରୀ ସୁରେନ୍ଦ୍ର ନାଥ ନାୟକ ଓ କଂଗ୍ରେସ ନେତା ନରସିଂହ ମିଶ୍ର ଏଥିରେ ଯୋଗ ଦେଇଥିଲେ । ସ୍ୱାମୀ କହିଛନ୍ତି ଯେ ଆଗାମୀ ନିର୍ବାଚନରେ ଜନତା ଏହାର ଉତ୍ତର ଦେବେ । <box>575 666 1494 738</box>
table-cell: 8,000/- <box>284 2018 385 2045</box>
work-description: ଛତ୍ରପୁର ଠାରେ IRE ସାଇଡ଼ିଂର OHE ନିମନ୍ତେ ବିଦ୍ୟୁତ ଯୋଗାଣ ବ୍ୟବସ୍ଥା ସମ୍ପର୍କିତ 01 ଗୋଟି ଉପ-ଖଣ୍ଡିୟ ଏବଂ ସମାନ୍ତରାଳ ପୋଷ୍ଟ(SSP)ର ଡ଼ିଜାଇନ୍, ଯୋଗାଣ, ସ୍ଥାପନା, ଯାଞ୍ଚ ଏବଂ ଚାଲୁକରଣ । <box>9 791 359 829</box>
story5-side <box>755 1055 923 1640</box>
kitchenware-offer <box>591 1791 1496 2319</box>
sponsor-logo: JINDAL STEEL & POWER <box>1072 1581 1200 1598</box>
posts-table <box>10 1774 385 2150</box>
table-cell: ART Centre, SDH, Bhanjanagar <box>109 2018 248 2045</box>
banner-sub: ୮୦ତମ ଜୟନ୍ତୀ ଉତ୍ସବ, ୧୭ ନଭେମ୍ବର ୨୦୧୩ <box>1084 95 1340 111</box>
offer-prefix: ଶ୍ରୀ ଧନଲକ୍ଷ୍ମୀ ଅଫର - <box>686 1797 1016 1835</box>
aai-logo: AAI <box>1127 1062 1153 1079</box>
notice-item: ୪. ଚାଷୀମାନଙ୍କୁ ଅନୁରୋଧ, ପାଇବୁଡା ଚାଷୀ ପରିଚୟପତ୍ର ନିକଟସ୍ଥ ରାଜସ୍ୱ ନିରୀକ୍ଷକ (R.I.)ଙ୍କ ପାଖରୁ ନବୀକରଣ (Renewal) କରାଇ ନିଅନ୍ତୁ । <box>11 1256 370 1284</box>
story3-sub: ୨୪ଗୁହପାଳିତ ପଶୁ ଦଗ୍ଧ <box>375 780 570 803</box>
order-phone[interactable]: 0922 228 3000 <box>989 1723 1256 1767</box>
